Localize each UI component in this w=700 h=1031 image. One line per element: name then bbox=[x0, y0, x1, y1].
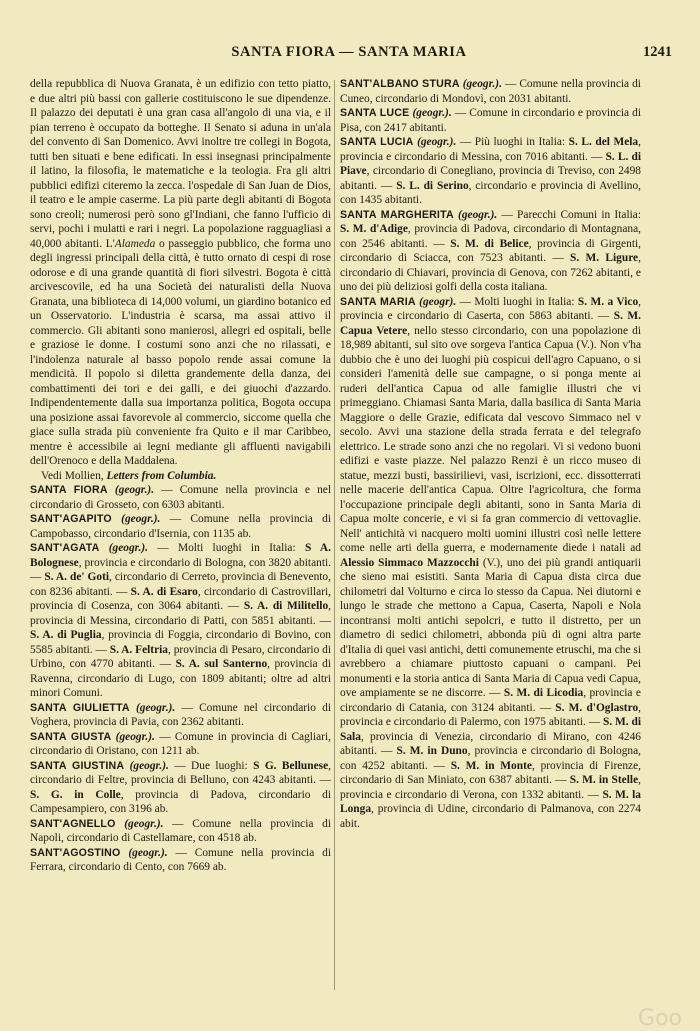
bogota-continuation: della repubblica di Nuova Granata, è un edifizio con tetto piatto, e due altri più bassi con gallerie costituiscono le sue dipendenze. Il palazzo dei deputati è una gran casa all'angolo di una via, e il pian terreno è occupato da botteghe. Il Senato si aduna in un'ala del convento di San Domenico. Avvi inoltre tre collegi in Bogota, tutti ben situati e bene edificati. In essi insegnasi principalmente il latino, la filosofia, le matematiche e la teologia. Fra gli altri pubblici edifizi citeremo la zecca. l'ospedale di San Juan de Dios, il teatro e le ampie caserme. La più parte degli abitanti di Bogota sono creoli; numerosi però sono gl'Indiani, che fanno l'ufficio di servi, pochi i mulatti e rari i negri. La popolazione ragguagliasi a 40,000 abitanti. L'Alameda o passeggio pubblico, che forma uno degli ingressi principali della città, è tutto ornato di cespi di rose odorose e di una grande quantità di fiori silvestri. Bogota è città arcivescovile, ed ha una Società dei naturalisti della Nuova Granata, una biblioteca di 14,000 volumi, un giardino botanico ed un Osservatorio. L'industria è scarsa, ma assai attivo il commercio. Gli abitanti sono manierosi, allegri ed ospitali, belle e graziose le donne. I costumi sono anzi che no rilassati, e l'indolenza naturale al basso popolo rende assai comune la mendicità. Il popolo si diletta grandemente della danza, dei combattimenti dei tori e dei galli, e dei giuochi d'azzardo. Indipendentemente dalla sua importanza politica, Bogota occupa una posizione assai favorevole al commercio, siccome quella che giace sulla strada più conveniente fra Quito e il mar Caribbeo, mentre è accessibile ai legni mediante gli affluenti navigabili dell'Orenoco e della Maddalena. bbox=[30, 78, 331, 467]
entry-santa-margherita: SANTA MARGHERITA (geogr.). — Parecchi Comuni in Italia: S. M. d'Adige, provincia di Padova, circondario di Montagnana, con 2546 abitanti. — S. M. di Belice, provincia di Girgenti, circondario di Sciacca, con 7523 abitanti. — S. M. Ligure, circondario di Chiavari, provincia di Genova, con 7262 abitanti, e uno dei più deliziosi golfi della costa italiana. bbox=[340, 208, 642, 293]
entry-santa-fiora: SANTA FIORA (geogr.). — Comune nella provincia e nel circondario di Grosseto, con 6303 abitanti. bbox=[30, 484, 331, 511]
running-title: SANTA FIORA — SANTA MARIA bbox=[231, 44, 467, 60]
entry-sant-agostino: SANT'AGOSTINO (geogr.). — Comune nella provincia di Ferrara, circondario di Cento, con 7669 ab. bbox=[30, 846, 331, 873]
entry-santa-giustina: SANTA GIUSTINA (geogr.). — Due luoghi: S G. Bellunese, circondario di Feltre, provincia di Belluno, con 4243 abitanti. — S. G. in Colle, provincia di Padova, circondario di Campesampiero, con 3196 ab. bbox=[30, 759, 331, 815]
entry-sant-agata: SANT'AGATA (geogr.). — Molti luoghi in Italia: S A. Bolognese, provincia e circondario di Bologna, con 3820 abitanti. — S. A. de' Goti, circondario di Cerreto, provincia di Benevento, con 8236 abitanti. — S. A. di Esaro, circondario di Castrovillari, provincia di Cosenza, con 3064 abitanti. — S. A. di Militello, provincia di Messina, circondario di Patti, con 5851 abitanti. — S. A. di Puglia, provincia di Foggia, circondario di Bovino, con 5585 abitanti. — S. A. Feltria, provincia di Pesaro, circondario di Urbino, con 4770 abitanti. — S. A. sul Santerno, provincia di Ravenna, circondario di Lugo, con 1809 abitanti; oltre ad altri minori Comuni. bbox=[30, 542, 332, 699]
entry-sant-agnello: SANT'AGNELLO (geogr.). — Comune nella provincia di Napoli, circondario di Castellamare, con 4518 ab. bbox=[30, 817, 331, 844]
left-column bbox=[30, 77, 331, 875]
reference-note: Vedi Mollien, Letters from Columbia. bbox=[41, 469, 217, 482]
right-column bbox=[340, 77, 641, 831]
watermark: Goo bbox=[638, 1006, 682, 1031]
column-divider bbox=[334, 80, 335, 990]
entry-santa-maria: SANTA MARIA (geogr). — Molti luoghi in Italia: S. M. a Vico, provincia e circondario di Caserta, con 5863 abitanti. — S. M. Capua Vetere, nello stesso circondario, con una popolazione di 18,989 abitanti, sul sito ove sorgeva l'antica Capua (V.). Non v'ha dubbio che è uno dei luoghi più cospicui dell'agro Capuano, o si consideri l'amenità delle sue campagne, o si ponga mente ai ruderi dell'antica Capua od alle famiglie illustri che vi primeggiano. Chiamasi Santa Maria, dalla basilica di Santa Maria Maggiore o delle Grazie, edificata dal vescovo Simmaco nel v secolo. Avvi una stazione della strada ferrata e del telegrafo elettrico. Le strade sono anzi che no regolari. Vi si vedono buoni edifizi e vaste piazze. Nel palazzo Renzi è un ricco museo di statue, mezzi busti, bassirilievi, vasi, iscrizioni, ecc. dissotterrati nelle macerie dell'antica Capua. Oltre l'agricoltura, che forma l'occupazione principale degli abitanti, sono in Santa Maria di Capua molte concerie, e vi si fa gran commercio di vettovaglie. Nell' antichità vi nacquero molti uomini illustri così nelle lettere come nelle arti della guerra, e modernamente diede i natali ad Alessio Simmaco Mazzocchi (V.), uno dei più grandi antiquarii che sieno mai esistiti. Santa Maria di Capua dista circa due chilometri dal Volturno e circa lo stesso da Capua. Nei diutorni e lungo le strade che mettono a Capua, Caserta, Napoli e Nola incontransi molti antichi sepolcri, e tutto il distretto, per un diametro di sedici chilometri, abbonda più di ogni altra parte d'Italia di quei vasi antichi, detti comunemente etruschi, ma che si avrebbero a chiamare piuttosto capuani o campani. Pei monumenti e la storia antica di Santa Maria di Capua vedi Capua, ove ampiamente se ne discorre. — S. M. di Licodia, provincia e circondario di Catania, con 3124 abitanti. — S. M. d'Oglastro, provincia e circondario di Palermo, con 1975 abitanti. — S. M. di Sala, provincia di Venezia, circondario di Mirano, con 4246 abitanti. — S. M. in Duno, provincia e circondario di Bologna, con 4252 abitanti. — S. M. in Monte, provincia di Firenze, circondario di San Miniato, con 6387 abitanti. — S. M. in Stelle, provincia e circondario di Verona, con 1332 abitanti. — S. M. la Longa, provincia di Udine, circondario di Palmanova, con 2274 abit. bbox=[340, 295, 642, 830]
entry-sant-agapito: SANT'AGAPITO (geogr.). — Comune nella provincia di Campobasso, circondario d'Isernia, con 1135 ab. bbox=[30, 513, 331, 540]
entry-santa-giusta: SANTA GIUSTA (geogr.). — Comune in provincia di Cagliari, circondario di Oristano, con 1211 ab. bbox=[30, 730, 331, 757]
entry-santa-giulietta: SANTA GIULIETTA (geogr.). — Comune nel circondario di Voghera, provincia di Pavia, con 2362 abitanti. bbox=[30, 701, 331, 728]
page-header bbox=[26, 44, 672, 64]
entry-santa-lucia: SANTA LUCIA (geogr.). — Più luoghi in Italia: S. L. del Mela, provincia e circondario di Messina, con 7016 abitanti. — S. L. di Piave, circondario di Conegliano, provincia di Treviso, con 2498 abitanti. — S. L. di Serino, circondario e provincia di Avellino, con 1435 abitanti. bbox=[340, 136, 641, 206]
entry-santa-luce: SANTA LUCE (geogr.). — Comune in circondario e provincia di Pisa, con 2417 abitanti. bbox=[340, 107, 641, 134]
entry-sant-albano-stura: SANT'ALBANO STURA (geogr.). — Comune nella provincia di Cuneo, circondario di Mondovì, con 2031 abitanti. bbox=[340, 78, 641, 105]
page-number: 1241 bbox=[643, 44, 672, 60]
